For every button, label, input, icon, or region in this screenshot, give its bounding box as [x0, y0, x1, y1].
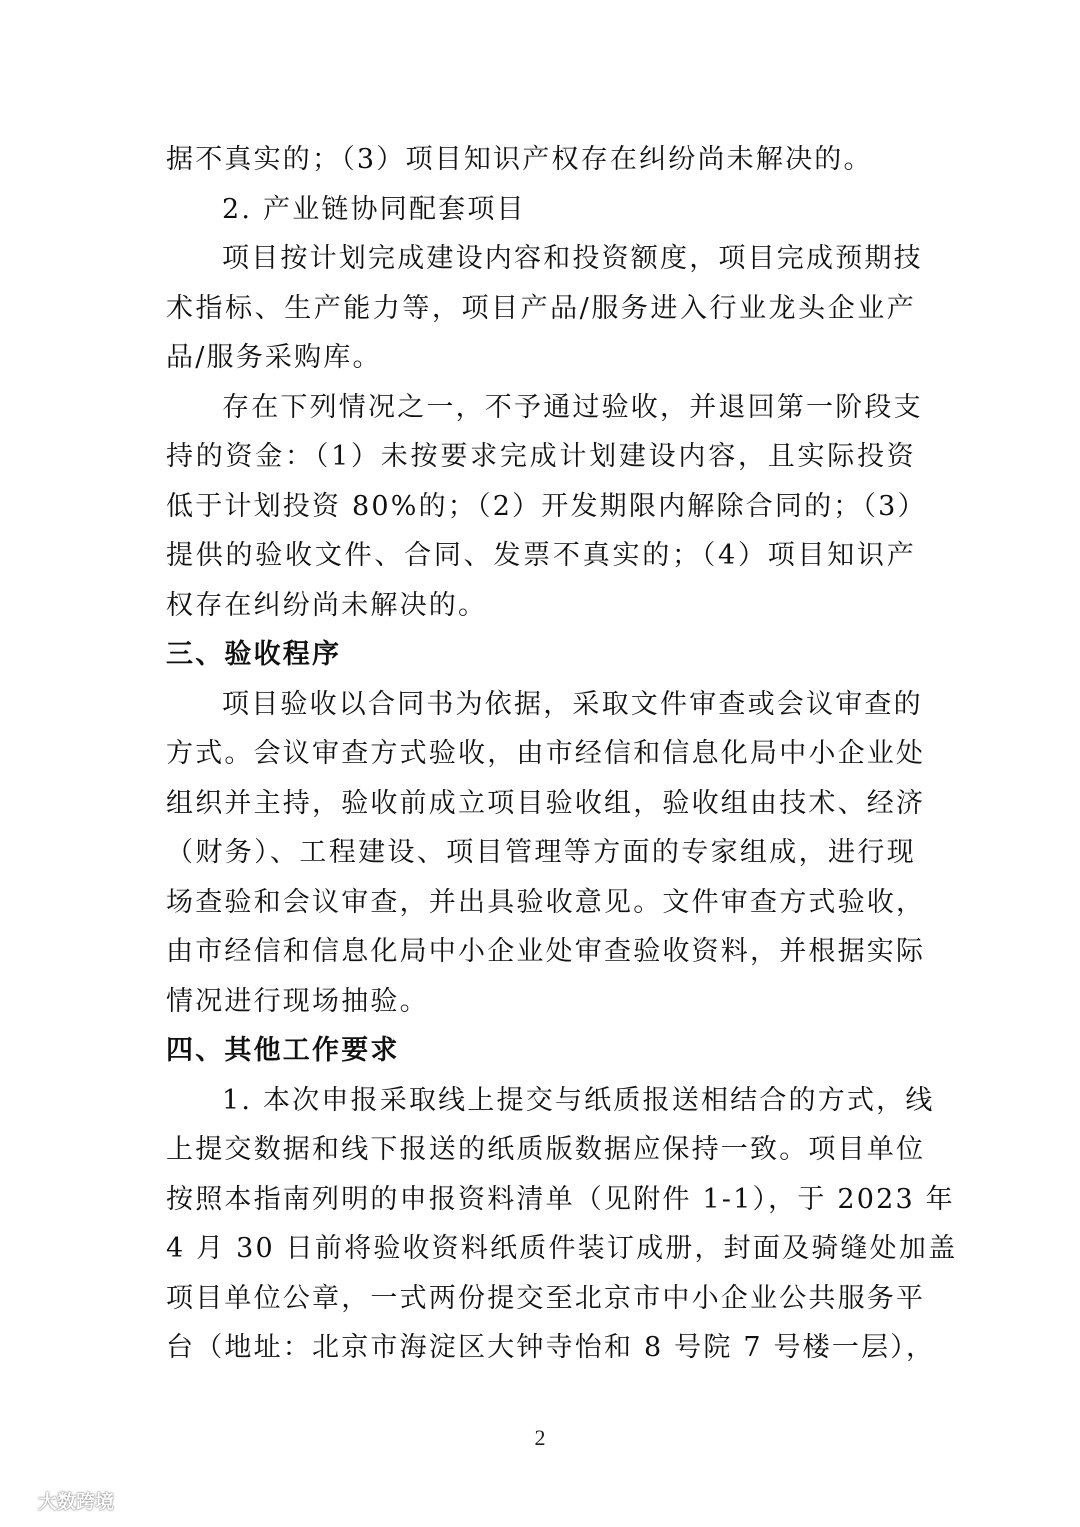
text-line: 提供的验收文件、合同、发票不真实的；（4）项目知识产	[166, 540, 916, 571]
text-line: 组织并主持，验收前成立项目验收组，验收组由技术、经济	[166, 787, 926, 819]
text-line: 情况进行现场抽验。	[166, 985, 429, 1017]
document-body	[166, 135, 958, 1373]
section-heading: 三、验收程序	[166, 639, 342, 670]
section-heading: 四、其他工作要求	[166, 1035, 400, 1066]
text-line: 由市经信和信息化局中小企业处审查验收资料，并根据实际	[166, 936, 926, 967]
watermark	[8, 1487, 114, 1514]
text-line: 存在下列情况之一，不予通过验收，并退回第一阶段支	[222, 391, 923, 423]
text-line: 4 月 30 日前将验收资料纸质件装订成册，封面及骑缝处加盖	[166, 1233, 958, 1264]
text-line: 方式。会议审查方式验收，由市经信和信息化局中小企业处	[166, 738, 926, 769]
text-line: 上提交数据和线下报送的纸质版数据应保持一致。项目单位	[166, 1134, 926, 1165]
text-line: 术指标、生产能力等，项目产品/服务进入行业龙头企业产	[166, 292, 916, 324]
text-line: 品/服务采购库。	[166, 342, 382, 373]
text-line: 据不真实的；（3）项目知识产权存在纠纷尚未解决的。	[166, 144, 873, 175]
text-line: 权存在纠纷尚未解决的。	[166, 589, 488, 621]
text-line: 低于计划投资 80%的；（2）开发期限内解除合同的；（3）	[166, 490, 927, 522]
text-line: 2. 产业链协同配套项目	[222, 193, 526, 225]
text-line: 项目单位公章，一式两份提交至北京市中小企业公共服务平	[166, 1282, 926, 1314]
page-number: 2	[534, 1425, 546, 1450]
text-line: （财务）、工程建设、项目管理等方面的专家组成，进行现	[166, 837, 916, 868]
text-line: 按照本指南列明的申报资料清单（见附件 1-1），于 2023 年	[166, 1183, 955, 1215]
weibo-logo-icon	[8, 1490, 34, 1512]
text-line: 项目按计划完成建设内容和投资额度，项目完成预期技	[222, 243, 923, 274]
watermark-text: 大数跨境	[38, 1491, 115, 1513]
text-line: 持的资金：（1）未按要求完成计划建设内容，且实际投资	[166, 441, 916, 472]
text-line: 1. 本次申报采取线上提交与纸质报送相结合的方式，线	[222, 1084, 935, 1116]
text-line: 项目验收以合同书为依据，采取文件审查或会议审查的	[222, 688, 923, 720]
text-line: 场查验和会议审查，并出具验收意见。文件审查方式验收，	[166, 886, 926, 918]
text-line: 台（地址：北京市海淀区大钟寺怡和 8 号院 7 号楼一层），	[166, 1332, 936, 1363]
